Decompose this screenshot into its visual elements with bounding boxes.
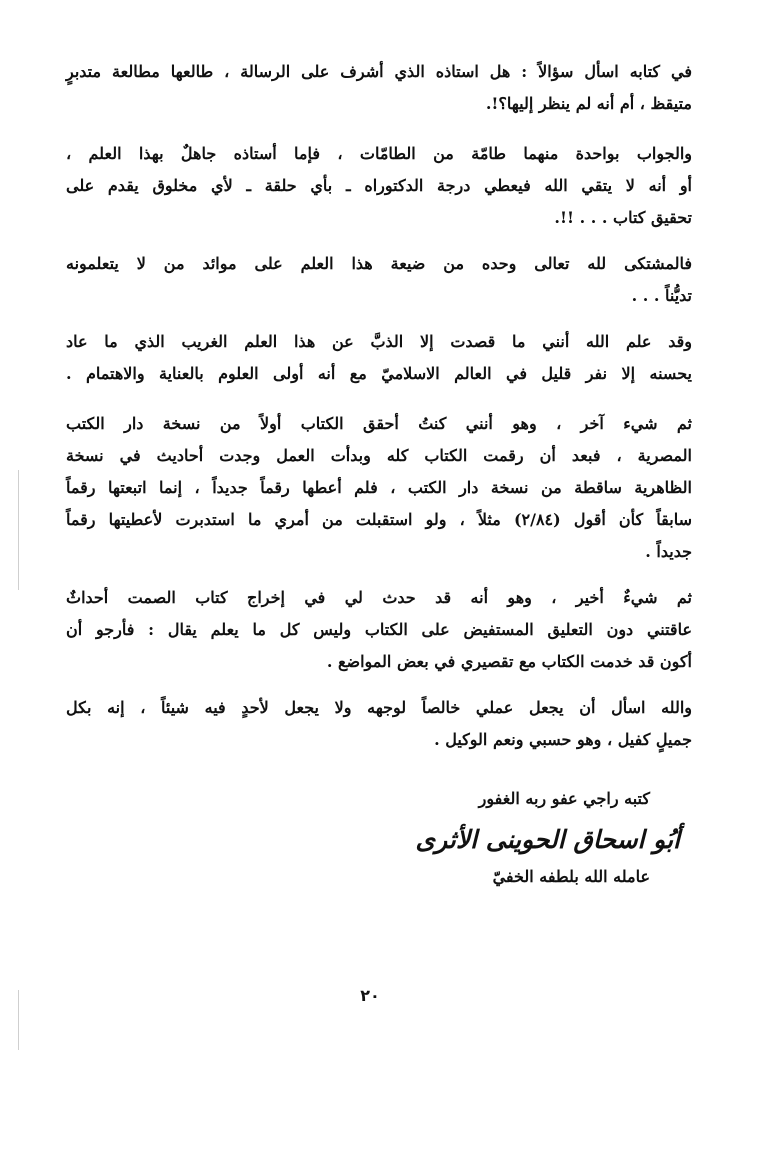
paragraph-6 — [66, 582, 692, 678]
signature-block — [415, 784, 680, 892]
paragraph-line: المصرية ، فبعد أن رقمت الكتاب كله وبدأت العمل وجدت أحاديث في نسخة — [66, 446, 692, 465]
paragraph-line: تحقيق كتاب . . . !!. — [554, 208, 692, 227]
paragraph-line: في كتابه اسأل سؤالاً : هل استاذه الذي أشرف على الرسالة ، طالعها مطالعة متدبرٍ — [66, 62, 692, 81]
paragraph-line: عاقتني دون التعليق المستفيض على الكتاب وليس كل ما يعلم يقال : فأرجو أن — [66, 620, 692, 639]
paragraph-5 — [66, 408, 692, 568]
paragraph-3 — [66, 248, 692, 312]
paragraph-line: فالمشتكى لله تعالى وحده من ضيعة هذا العلم على موائد من لا يتعلمونه — [66, 254, 692, 273]
paragraph-line: وقد علم الله أنني ما قصدت إلا الذبَّ عن هذا العلم الغريب الذي ما عاد — [66, 332, 693, 351]
paragraph-line: الظاهرية ساقطة من نسخة دار الكتب ، فلم أعطها رقماً جديداً ، إنما اتبعتها رقماً — [66, 478, 692, 497]
paragraph-line: أكون قد خدمت الكتاب مع تقصيري في بعض المواضع . — [326, 652, 692, 671]
signature-name: أبُو اسحاق الحوينى الأثرى — [415, 825, 680, 854]
paragraph-4 — [66, 326, 692, 390]
paragraph-line: ثم شيءٌ أخير ، وهو أنه قد حدث لي في إخراج كتاب الصمت أحداثٌ — [66, 588, 692, 607]
signature-closing: عامله الله بلطفه الخفيّ — [492, 867, 650, 886]
page-number: ٢٠ — [360, 986, 380, 1005]
paragraph-line: تديُّناً . . . — [631, 286, 692, 305]
paragraph-7 — [66, 692, 692, 756]
paragraph-line: والله اسأل أن يجعل عملي خالصاً لوجهه ولا يجعل لأحدٍ فيه شيئاً ، إنه بكل — [66, 698, 692, 717]
paragraph-line: سابقاً كأن أقول (٢/٨٤) مثلاً ، ولو استقبلت من أمري ما استدبرت لأعطيتها رقماً — [66, 510, 692, 529]
paragraph-line: ثم شيء آخر ، وهو أنني كنتُ أحقق الكتاب أولاً من نسخة دار الكتب — [66, 414, 693, 433]
paragraph-line: جميلٍ كفيل ، وهو حسبي ونعم الوكيل . — [434, 730, 692, 749]
paragraph-line: أو أنه لا يتقي الله فيعطي درجة الدكتوراه ـ بأي حلقة ـ لأي مخلوق يقدم على — [66, 176, 692, 195]
paragraph-2 — [66, 138, 692, 234]
scan-margin-mark — [18, 470, 19, 590]
paragraph-line: متيقظ ، أم أنه لم ينظر إليها؟!. — [485, 94, 692, 113]
paragraph-line: جديداً . — [645, 542, 692, 561]
paragraph-line: يحسنه إلا نفر قليل في العالم الاسلاميّ مع أنه أولى العلوم بالعناية والاهتمام . — [66, 364, 692, 383]
signature-intro: كتبه راجي عفو ربه الغفور — [478, 789, 650, 808]
scan-margin-mark — [18, 990, 19, 1050]
paragraph-line: والجواب بواحدة منهما طامّة من الطامّات ، فإما أستاذه جاهلٌ بهذا العلم ، — [66, 144, 692, 163]
paragraph-1 — [66, 56, 692, 120]
